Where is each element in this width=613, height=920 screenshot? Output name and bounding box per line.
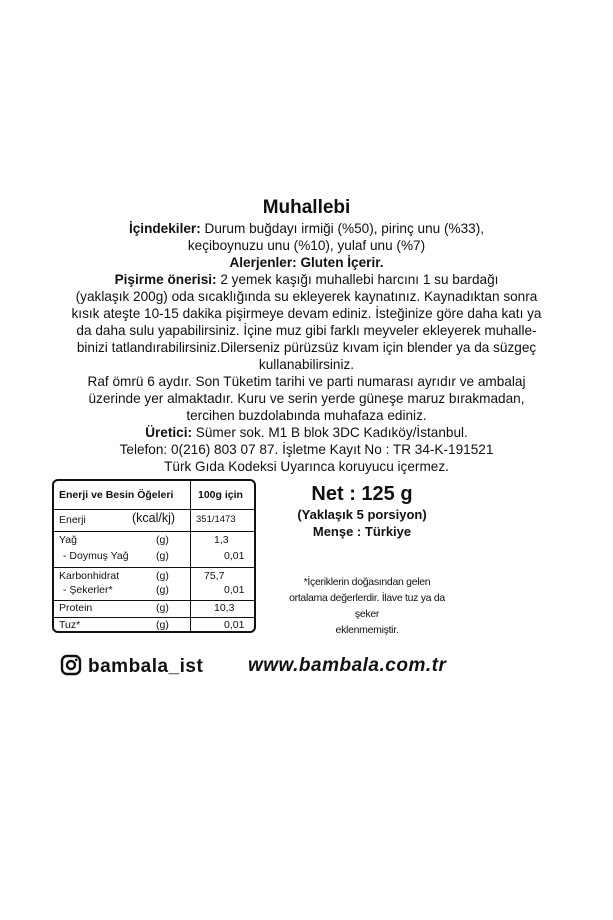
carb-label: Karbonhidrat (59, 570, 120, 582)
salt-label: Tuz* (59, 619, 81, 631)
storage-line-0: Raf ömrü 6 aydır. Son Tüketim tarihi ve parti numarası ayrıdır ve ambalaj (87, 374, 526, 389)
protein-unit: (g) (156, 602, 169, 614)
energy-value: 351/1473 (196, 514, 236, 525)
table-row-fat (54, 531, 254, 568)
footnote-line-0: *İçeriklerin doğasından gelen (303, 576, 431, 588)
product-label-text (28, 196, 585, 475)
nutrition-table (52, 479, 256, 633)
fat-label: Yağ (59, 534, 77, 546)
table-row-salt (54, 617, 254, 633)
cooking-line-4: binizi tatlandırabilirsiniz.Dilerseniz pürüzsüz kıvam için blender ya da süzgeç (76, 340, 537, 355)
producer-line (28, 424, 585, 441)
fat-unit: (g) (156, 534, 169, 546)
table-row-protein (54, 600, 254, 618)
producer-text: Sümer sok. M1 B blok 3DC Kadıköy/İstanbul. (192, 425, 468, 440)
table-header-row (54, 481, 254, 510)
cooking-line-5: kullanabilirsiniz. (258, 357, 355, 372)
sugar-label: - Şekerler* (63, 584, 113, 596)
salt-unit: (g) (156, 619, 169, 631)
storage-line-2: tercihen buzdolabında muhafaza ediniz. (186, 408, 427, 423)
ingredients-line-2: keçiboynuzu unu (%10), yulaf unu (%7) (187, 238, 426, 253)
table-row-carb (54, 567, 254, 601)
cooking-text-0: 2 yemek kaşığı muhallebi harcını 1 su bardağı (216, 272, 499, 287)
cooking-label: Pişirme önerisi: (114, 272, 217, 287)
allergens-line: Alerjenler: Gluten İçerir. (229, 255, 384, 270)
net-weight: Net : 125 g (311, 483, 413, 505)
net-weight-block (282, 482, 442, 540)
sat-fat-value: 0,01 (224, 550, 245, 562)
sat-fat-label: - Doymuş Yağ (63, 550, 129, 562)
ingredients-label: İçindekiler: (128, 221, 201, 236)
energy-unit: (kcal/kj) (132, 511, 176, 525)
instagram-icon (60, 654, 82, 681)
protein-label: Protein (59, 602, 93, 614)
phone-line: Telefon: 0(216) 803 07 87. İşletme Kayıt No : TR 34-K-191521 (119, 442, 494, 457)
ingredients-text-1: Durum buğdayı irmiği (%50), pirinç unu (%33), (200, 221, 485, 236)
producer-label: Üretici: (145, 425, 193, 440)
cooking-line-0 (28, 271, 585, 288)
header-left: Enerji ve Besin Öğeleri (59, 489, 174, 501)
storage-line-1: üzerinde yer almaktadır. Kuru ve serin yerde güneşe maruz bırakmadan, (88, 391, 525, 406)
website-url: www.bambala.com.tr (248, 655, 447, 676)
header-right: 100g için (198, 489, 243, 501)
carb-value: 75,7 (204, 570, 225, 582)
footnote-line-2: eklenmemiştir. (335, 624, 399, 636)
instagram-handle-block (60, 655, 203, 679)
sugar-unit: (g) (156, 584, 169, 596)
protein-value: 10,3 (214, 602, 235, 614)
codex-line: Türk Gıda Kodeksi Uyarınca koruyucu içermez. (164, 459, 449, 474)
ingredients-line-1 (28, 220, 585, 237)
footnote-line-1: ortalama değerlerdir. İlave tuz ya da şeker (289, 592, 445, 620)
energy-label: Enerji (59, 514, 86, 526)
sugar-value: 0,01 (224, 584, 245, 596)
portion-info: (Yaklaşık 5 porsiyon) (297, 507, 427, 522)
sat-fat-unit: (g) (156, 550, 169, 562)
carb-unit: (g) (156, 570, 169, 582)
salt-value: 0,01 (224, 619, 245, 631)
table-row-energy (54, 509, 254, 532)
product-title: Muhallebi (262, 197, 351, 218)
cooking-line-1: (yaklaşık 200g) oda sıcaklığında su ekleyerek kaynatınız. Kaynadıktan sonra (75, 289, 538, 304)
instagram-handle: bambala_ist (88, 656, 204, 677)
fat-value: 1,3 (214, 534, 229, 546)
cooking-line-3: da daha sulu yapabilirsiniz. İçine muz gibi farklı meyveler ekleyerek muhalle- (76, 323, 537, 338)
footnote (286, 574, 448, 638)
cooking-line-2: kısık ateşte 10-15 dakika pişirmeye devam ediniz. İsteğinize göre daha katı ya (71, 306, 542, 321)
origin-info: Menşe : Türkiye (312, 524, 412, 539)
